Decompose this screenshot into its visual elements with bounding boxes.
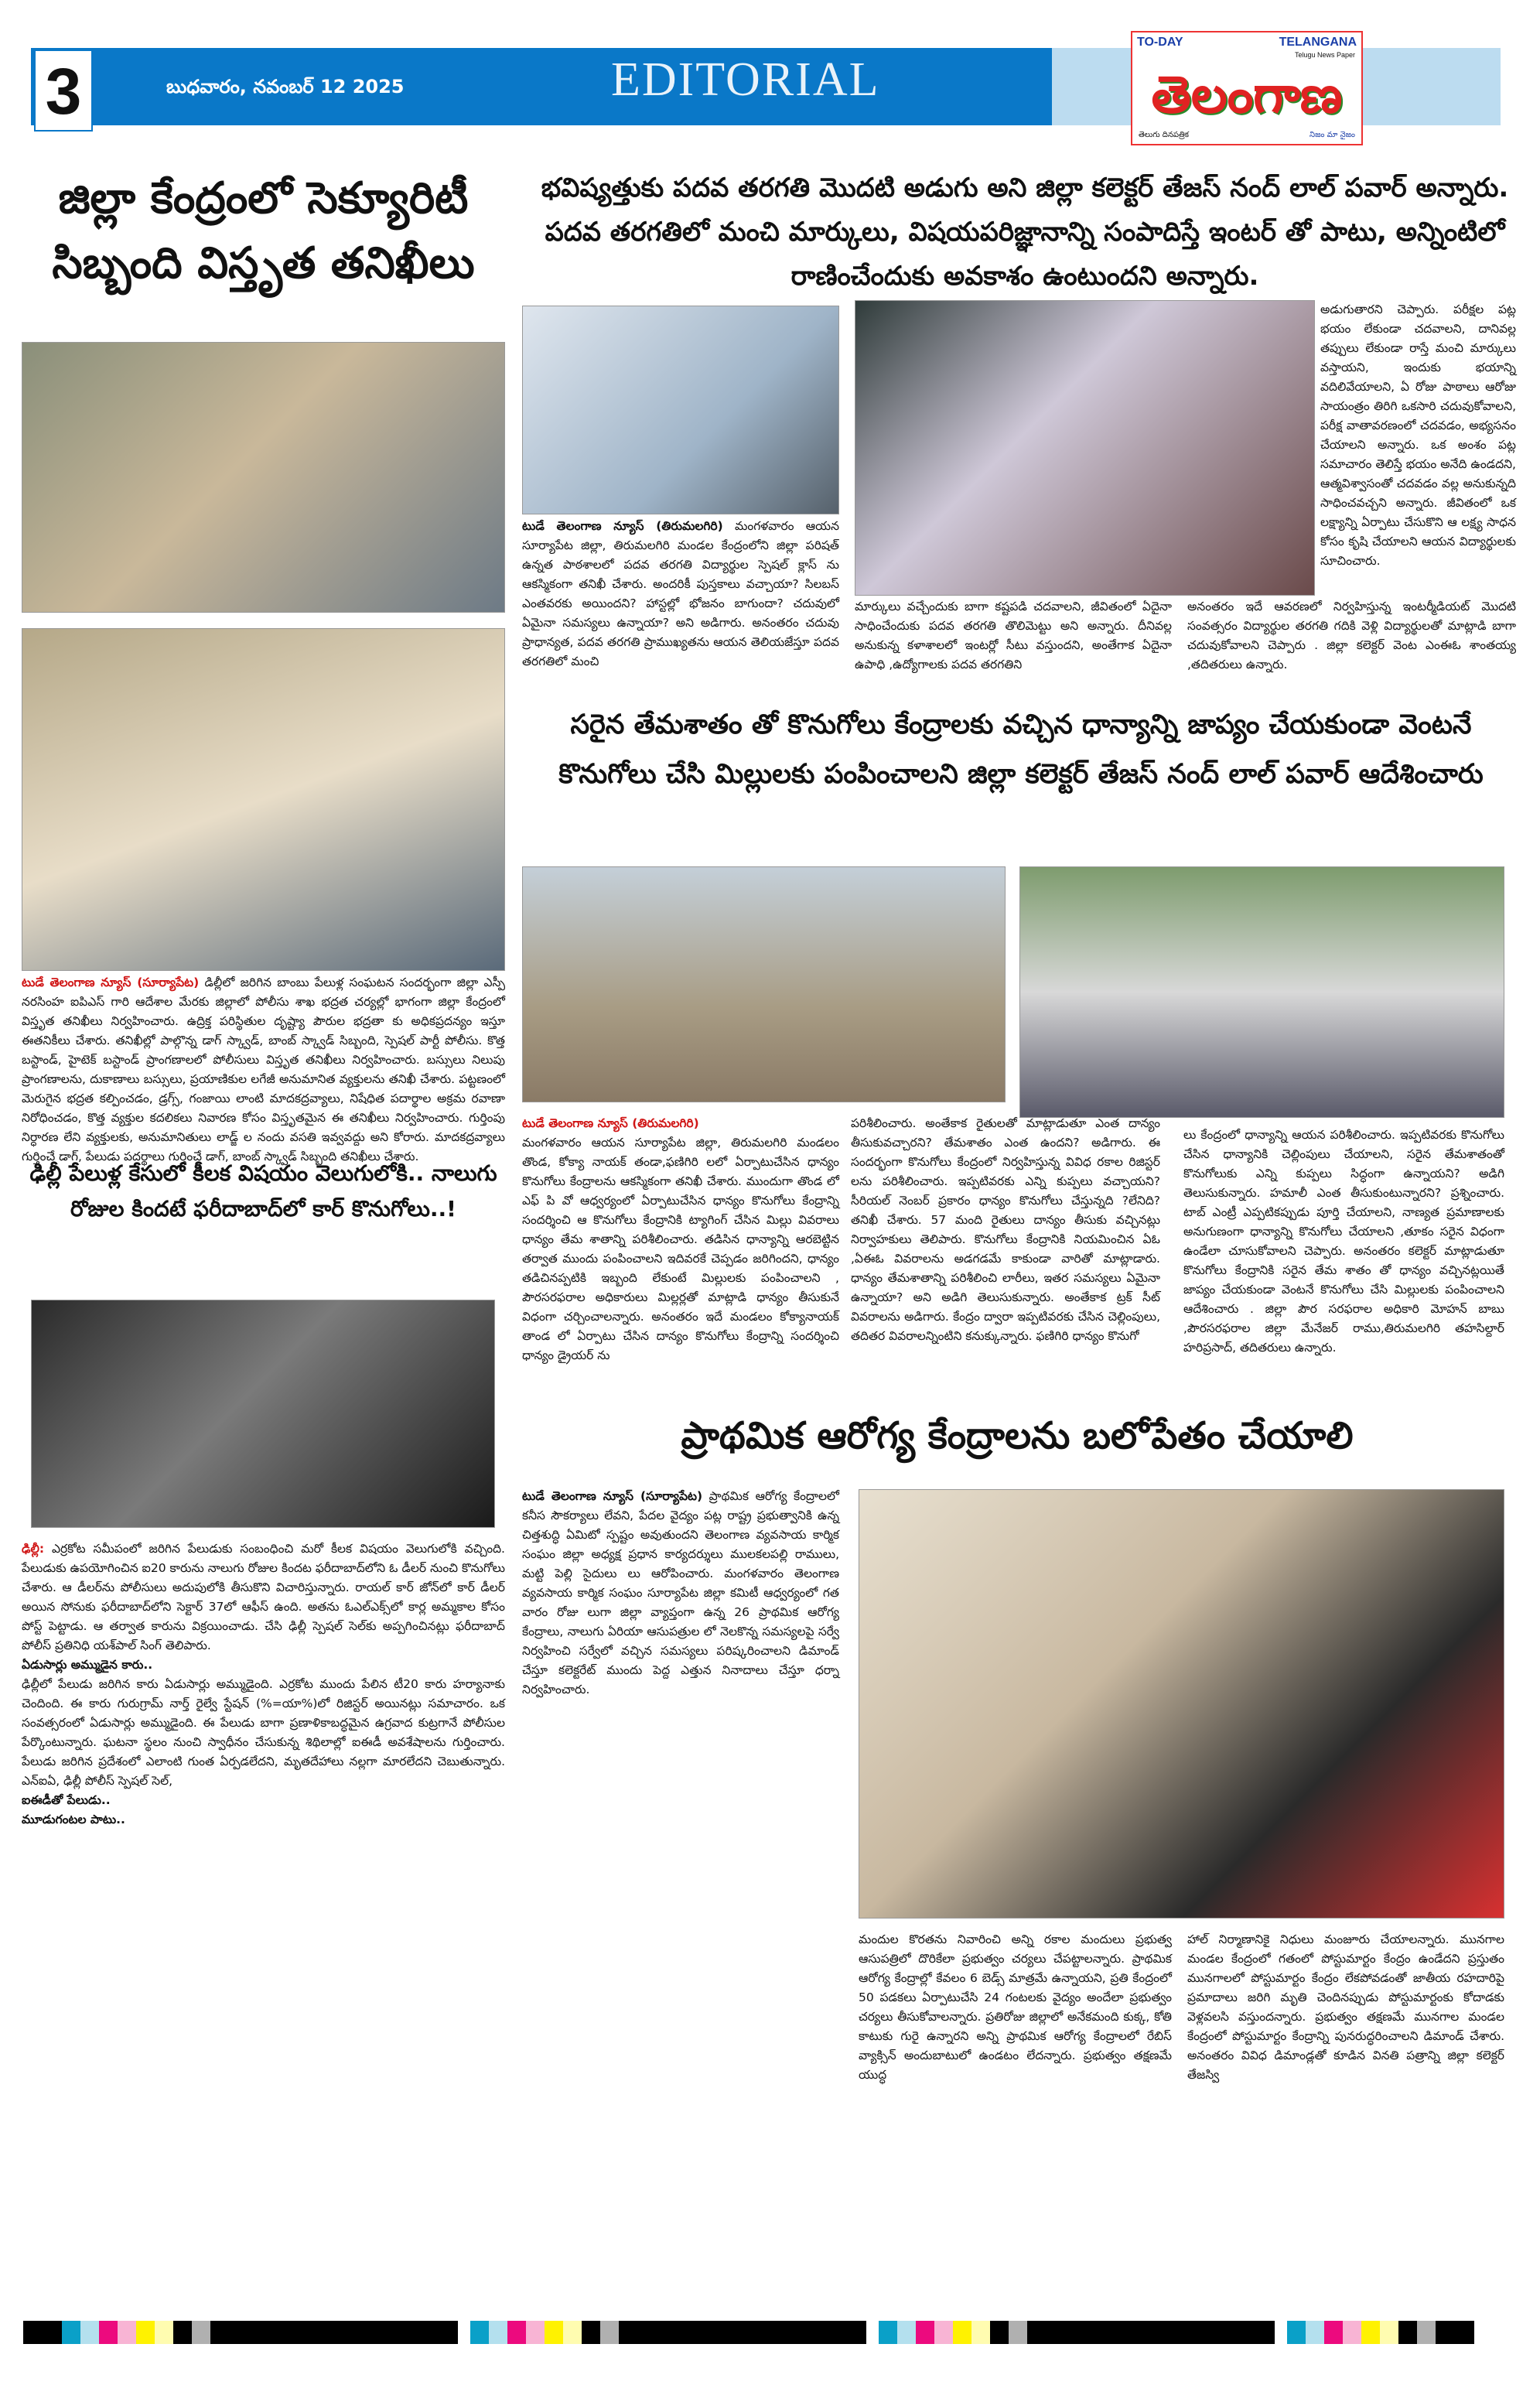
education-col-2: మార్కులు వచ్చేందుకు బాగా కష్టపడి చదవాలని, జీవితంలో ఏదైనా సాధించేందుకు పదవ తరగతి తొలిమెట్టు అని అన్నారు. దీనివల్ల అనుకున్న కళాశాలలో ఇంటర్లో సీటు వస్తుందని, అంతేగాక ఏదైనా ఉపాధి ,ఉద్యోగాలకు పదవ తరగతిని — [855, 600, 1172, 671]
logo-telangana: TELANGANA — [1279, 36, 1357, 49]
page-number: 3 — [34, 50, 93, 132]
memorandum-photo — [859, 1489, 1504, 1919]
color-strip-patch — [1417, 2321, 1436, 2344]
newspaper-logo — [1131, 31, 1363, 145]
color-strip-patch — [464, 2321, 470, 2344]
color-strip-patch — [1009, 2321, 1027, 2344]
color-strip-patch — [155, 2321, 173, 2344]
article-body: ఎర్రకోట సమీపంలో జరిగిన పేలుడుకు సంబంధించి మరో కీలక విషయం వెలుగులోకి వచ్చింది. పేలుడుకు ఉపయోగించిన ఐ20 కారును నాలుగు రోజుల కిందట ఫరీదాబాద్‌లోని ఓ డీలర్ నుంచి కొనుగోలు చేశారు. ఆ డీలర్‌ను పోలీసులు అదుపులోకి తీసుకొని విచారిస్తున్నారు. రాయల్ కార్ జోన్‌లో కార్ డీలర్ అయిన సోనుకు ఫరీదాబాద్‌లోని సెక్టార్ 37లో ఆఫీస్ ఉంది. అతను ఓఎల్ఎక్స్‌లో కార్ల అమ్మకాల కోసం పోస్ట్ పెట్టాడు. ఆ తర్వాత కారును విక్రయించాడు. చేసి ఢిల్లీ స్పెషల్ సెల్‌కు అప్పగించినట్లు ఫరీదాబాద్ పోలీస్ ప్రతినిధి యశ్‌పాల్ సింగ్ తెలిపారు. — [22, 1542, 505, 1652]
dateline: ఢిల్లీ: — [22, 1542, 45, 1556]
color-strip-patch — [600, 2321, 619, 2344]
delhi-article — [22, 1539, 505, 2274]
logo-bottom-left: తెలుగు దినపత్రిక — [1139, 131, 1190, 139]
education-col-1 — [522, 517, 839, 683]
color-strip-patch — [1361, 2321, 1380, 2344]
color-strip-patch — [80, 2321, 99, 2344]
byline: టుడే తెలంగాణ న్యూస్ (సూర్యాపేట) — [522, 1489, 703, 1503]
print-color-strip — [23, 2321, 1531, 2344]
health-col-3: హాల్ నిర్మాణానికై నిధులు మంజూరు చేయాలన్నారు. మునగాల మండల కేంద్రంలో గతంలో పోస్టుమార్టం కేంద్రం ఉండేదని ప్రస్తుతం మునగాలలో పోస్టుమార్టం కేంద్రం లేకపోవడంతో జాతీయ రహదారిపై ప్రమాదాలు జరిగి మృతి చెందినప్పుడు పోస్టుమార్టంకు కోదాడకు వెళ్లవలసి వస్తుందన్నారు. ప్రభుత్వం తక్షణమే మునగాల మండల కేంద్రంలో పోస్టుమార్టం కేంద్రాన్ని పునరుద్ధరించాలని డిమాండ్ చేశారు. అనంతరం వివిధ డిమాండ్లతో కూడిన వినతి పత్రాన్ని జిల్లా కలెక్టర్ తేజస్వి — [1187, 1932, 1504, 2082]
color-strip-patch — [953, 2321, 971, 2344]
color-strip-patch — [866, 2321, 872, 2344]
article-body: మంగళవారం ఆయన సూర్యాపేట జిల్లా, తిరుమలగిరి మండలం తొండ, కోక్యా నాయక్ తండా,ఫణిగిరి లలో ఏర్పాటుచేసిన ధాన్యం కొనుగోలు కేంద్రాలను ఆకస్మికంగా తనిఖీ చేశారు. ముందుగా తొండ లో ఎఫ్ పి వో ఆధ్వర్యంలో ఏర్పాటుచేసిన ధాన్యం కొనుగోలు కేంద్రాన్ని సందర్శించి ఆ కొనుగోలు కేంద్రానికి ట్యాగింగ్ చేసిన మిల్లు వివరాలు ధాన్యం తేమ శాతాన్ని పరిశీలించారు. తడిసిన ధాన్యాన్ని ఆరబెట్టిన తర్వాత ముందు పంపించాలని ఇదివరకే చెప్పడం జరిగిందని, ధాన్యం తడిచినప్పటికి ఇబ్బంది లేకుంటే మిల్లులకు పంపించాలని , పౌరసరఫరాల అధికారులు మిల్లర్లతో మాట్లాడి ధాన్యం తీసుకునే విధంగా చర్చించాలన్నారు. అనంతరం ఇదే మండలం కోక్యానాయక్ తాండ లో ఏర్పాటు చేసిన దాన్యం కొనుగోలు కేంద్రాన్ని సందర్శించి ధాన్యం డ్రైయర్ ను — [522, 1136, 839, 1362]
color-strip-patch — [458, 2321, 464, 2344]
subheading: ఐఈడీతో పేలుడు.. — [22, 1793, 111, 1807]
color-strip-patch — [118, 2321, 136, 2344]
color-strip-patch — [136, 2321, 155, 2344]
color-strip-patch — [489, 2321, 507, 2344]
color-strip-patch — [470, 2321, 489, 2344]
color-strip-patch — [1324, 2321, 1343, 2344]
article-body: ఢిల్లీలో పేలుడు జరిగిన కారు ఏడుసార్లు అమ్ముడైంది. ఎర్రకోట ముందు పేలిన టీ20 కారు హర్యానాకు చెందింది. ఈ కారు గురుగ్రామ్ నార్త్ రైల్వే స్టేషన్ (%=యా%)లో రిజిస్టర్ అయినట్లు సమాచారం. ఒక సంవత్సరంలో ఏడుసార్లు అమ్ముడైంది. ఈ పేలుడు బాగా ప్రణాళికాబద్ధమైన ఉగ్రవాద కుట్రగానే పోలీసుల పేర్కొంటున్నారు. ఘటనా స్థలం నుంచి స్వాధీనం చేసుకున్న శిథిలాల్లో ఐఈడీ అవశేషాలను గుర్తించారు. పేలుడు జరిగిన ప్రదేశంలో ఎలాంటి గుంత ఏర్పడలేదని, మృతదేహాలు నల్లగా మారలేదని చెబుతున్నారు. ఎన్ఐఏ, ఢిల్లీ పోలీస్ స్పెషల్ సెల్, — [22, 1677, 505, 1788]
health-headline: ప్రాథమిక ఆరోగ్య కేంద్రాలను బలోపేతం చేయాలి — [681, 1414, 1354, 1457]
color-strip-patch — [1474, 2321, 1480, 2344]
logo-bottom-right: నిజం మా నైజం — [1310, 131, 1355, 139]
color-strip-patch — [99, 2321, 118, 2344]
color-strip-patch — [526, 2321, 545, 2344]
article-body: ప్రాథమిక ఆరోగ్య కేంద్రాలలో కనీస సౌకర్యాలు లేవని, పేదల వైద్యం పట్ల రాష్ట్ర ప్రభుత్వానికి ఉన్న చిత్తశుద్ధి ఏమిటో స్పష్టం అవుతుందని తెలంగాణ వ్యవసాయ కార్మిక సంఘం జిల్లా అధ్యక్ష ప్రధాన కార్యదర్శులు ములకలపల్లి రాములు, మట్టి పెల్లి సైదులు లు ఆరోపించారు. మంగళవారం తెలంగాణ వ్యవసాయ కార్మిక సంఘం సూర్యాపేట జిల్లా కమిటీ ఆధ్వర్యంలో గత వారం రోజు లుగా జిల్లా వ్యాప్తంగా ఉన్న 26 ప్రాథమిక ఆరోగ్య కేంద్రాలు, నాలుగు ఏరియా ఆసుపత్రుల లో నెలకొన్న సమస్యలపై సర్వే నిర్వహించి సర్వేలో వచ్చిన సమస్యలు పరిష్కరించాలని డిమాండ్ చేస్తూ కలెక్టరేట్ ముందు పెద్ద ఎత్తున నినాదాలు చేస్తూ ధర్నా నిర్వహించారు. — [522, 1489, 839, 1696]
color-strip-patch — [990, 2321, 1009, 2344]
health-col-1 — [522, 1487, 839, 2276]
article-body: మంగళవారం ఆయన సూర్యాపేట జిల్లా, తిరుమలగిరి మండల కేంద్రంలోని జిల్లా పరిషత్ ఉన్నత పాఠశాలలో పదవ తరగతి విద్యార్థుల స్పెషల్ క్లాస్ ను ఆకస్మికంగా తనిఖీ చేశారు. అందరికీ పుస్తకాలు వచ్చాయా? సిలబస్ ఎంతవరకు అయిందని? హాస్టల్లో భోజనం బాగుందా? చదువులో ఏమైనా సమస్యలు ఉన్నాయా? అని అడిగారు. అనంతరం చదువు ప్రాధాన్యత, పదవ తరగతి ప్రాముఖ్యతను ఆయన తెలియజేస్తూ పదవ తరగతిలో మంచి — [522, 519, 839, 668]
subheading: మూడుగంటల పాటు.. — [22, 1813, 125, 1826]
color-strip-patch — [897, 2321, 916, 2344]
color-strip-patch — [872, 2321, 879, 2344]
issue-date: బుధవారం, నవంబర్ 12 2025 — [166, 76, 405, 97]
color-strip-patch — [507, 2321, 526, 2344]
color-strip-patch — [879, 2321, 897, 2344]
color-strip-patch — [192, 2321, 210, 2344]
color-strip-patch — [1027, 2321, 1275, 2344]
subheading: ఏడుసార్లు అమ్ముడైన కారు.. — [22, 1658, 153, 1672]
procurement-col-3: లు కేంద్రంలో ధాన్యాన్ని ఆయన పరిశీలించారు. ఇప్పటివరకు కొనుగోలు చేసిన ధాన్యానికి చెల్లింపులు చేయాలని, సరైన తేమశాతంతో కొనుగోలుకు ఎన్ని కుప్పలు సిద్ధంగా ఉన్నాయని? అడిగి తెలుసుకున్నారు. హమాలీ ఎంత తీసుకుంటున్నారని? ప్రశ్నించారు. టాబ్ ఎంట్రీ ఎప్పటికప్పుడు పూర్తి చేయాలని, నాణ్యత ప్రమాణాలకు అనుగుణంగా ధాన్యాన్ని కొనుగోలు చేయాలని ,తూకం సరైన విధంగా ఉండేలా చూసుకోవాలని చెప్పారు. అనంతరం కలెక్టర్ మాట్లాడుతూ కొనుగోలు కేంద్రానికి సరైన తేమ శాతం తో ధాన్యం వచ్చినట్లయితే జాప్యం చేయకుండా వెంటనే కొనుగోలు చేసి మిల్లులకు పంపించాలని ఆదేశించారు . జిల్లా పౌర సరఫరాల అధికారి మోహన్ బాబు ,పౌరసరఫరాల జిల్లా మేనేజర్ రాము,తిరుమలగిరి తహసిల్దార్ హరిప్రసాద్, తదితరులు ఉన్నారు. — [1183, 1128, 1504, 1355]
classroom-photo — [855, 300, 1315, 596]
color-strip-patch — [545, 2321, 563, 2344]
logo-tagline: Telugu News Paper — [1294, 51, 1355, 59]
logo-today: TO-DAY — [1137, 36, 1183, 49]
color-strip-patch — [582, 2321, 600, 2344]
color-strip-patch — [934, 2321, 953, 2344]
color-strip-patch — [1287, 2321, 1306, 2344]
byline: టుడే తెలంగాణ న్యూస్ (తిరుమలగిరి) — [522, 519, 723, 533]
health-col-2: మందుల కొరతను నివారించి అన్ని రకాల మందులు ప్రభుత్వ ఆసుపత్రిలో దొరికేలా ప్రభుత్వం చర్యలు చేపట్టాలన్నారు. ప్రాథమిక ఆరోగ్య కేంద్రాల్లో కేవలం 6 బెడ్స్ మాత్రమే ఉన్నాయని, ప్రతి కేంద్రంలో 50 పడకలు ఏర్పాటుచేసి 24 గంటలకు వైద్యం అందేలా ప్రభుత్వం చర్యలు తీసుకోవాలన్నారు. ప్రతిరోజు జిల్లాలో అనేకమంది కుక్క, కోతి కాటుకు గురై ఉన్నారని అన్ని ప్రాథమిక ఆరోగ్య కేంద్రాలలో రేబిస్ వ్యాక్సిన్ అందుబాటులో ఉండటం లేదన్నారు. ప్రభుత్వం తక్షణమే యుద్ధ — [859, 1932, 1172, 2082]
procurement-col-2: పరిశీలించారు. అంతేకాక రైతులతో మాట్లాడుతూ ఎంత దాన్యం తీసుకువచ్చారని? తేమశాతం ఎంత ఉందని? అడిగారు. ఈ సందర్భంగా కొనుగోలు కేంద్రంలో నిర్వహిస్తున్న వివిధ రకాల రిజిస్టర్ లను పరిశీలించారు. ఇప్పటివరకు ఎన్ని కుప్పలు వచ్చాయని? సీరియల్ నెంబర్ ప్రకారం ధాన్యం కొనుగోలు చేస్తున్నది ?లేనిది? తనిఖీ చేశారు. 57 మంది రైతులు దాన్యం తీసుకు వచ్చినట్లు నిర్వాహకులు తెలిపారు. కొనుగోలు కేంద్రానికి నియమించిన ఏఓ ,ఏఈఓ వివరాలను అడగడమే కాకుండా వారితో మాట్లాడారు. ధాన్యం తేమశాతాన్ని పరిశీలించి లారీలు, ఇతర సమస్యలు ఏమైనా ఉన్నాయా? అని అడిగి తెలుసుకున్నారు. అంతేకాక ట్రక్ సీట్ వివరాలను అడిగారు. కేంద్రం ద్వారా ఇప్పటివరకు చేసిన చెల్లింపులు, తదితర వివరాలన్నింటిని కనుక్కున్నారు. ఫణిగిరి ధాన్యం కొనుగో — [851, 1116, 1160, 1343]
color-strip-patch — [1436, 2321, 1474, 2344]
color-strip-patch — [62, 2321, 80, 2344]
delhi-headline: ఢిల్లీ పేలుళ్ల కేసులో కీలక విషయం వెలుగులోకి.. నాలుగు రోజుల కిందటే ఫరీదాబాద్‌లో కార్ కొనుగోలు..! — [29, 1160, 497, 1222]
security-headline: జిల్లా కేంద్రంలో సెక్యూరిటీ సిబ్బంది విస్తృత తనిఖీలు — [52, 173, 475, 289]
article-body: డిల్లీలో జరిగిన బాంబు పేలుళ్ల సంఘటన సందర్భంగా జిల్లా ఎస్పీ నరసింహ ఐపిఎస్ గారి ఆదేశాల మేరకు జిల్లాలో పోలీసు శాఖ భద్రత చర్యల్లో భాగంగా జిల్లా కేంద్రంలో విస్తృత తనిఖీలు నిర్వహించారు. ఉద్రిక్త పరిస్థితుల దృష్ట్యా పౌరుల భద్రతా కు అధికప్రదన్యం ఇస్తూ ఈతనికీలు చేశారు. తనిఖీల్లో పాల్గొన్న డాగ్ స్క్వాడ్, బాంబ్ స్క్వాడ్ సిబ్బంది, స్పెషల్ పార్టీ పోలీసు. కొత్త బస్టాండ్, హైటెక్ బస్టాండ్ ప్రాంగణాలలో పోలీసులు విస్తృత తనిఖీలు నిర్వహించారు. బస్సులు నిలుపు ప్రాంగణాలను, దుకాణాలు బస్సులు, ప్రయాణికుల లగేజీ అనుమానిత వ్యక్తులను తనిఖీ చేశారు. పట్టణంలో మెరుగైన భద్రత కల్పించడం, డ్రగ్స్, గంజాయి లాంటి మాదకద్రవ్యాలు, నిషేధిత పదార్థాల అక్రమ రవాణా నిరోధించడం, కొత్త వ్యక్తుల కదలికలు నివారణ కోసం విస్తృతమైన ఈ తనిఖీలు నిర్వహించారు. గుర్తింపు నిర్ధారణ లేని వ్యక్తులకు, అనుమానితులు లాడ్జ్ ల నందు వసతి ఇవ్వవద్దు అని కోరారు. మాదకద్రవ్యాలు గుర్తించే డాగ్, పేలుడు పదర్థాలు గుర్తించే డాగ్, బాంబ్ స్క్వాడ్ సిబ్బంది తనిఖీలు చేశారు. — [22, 976, 506, 1163]
procurement-col-1 — [522, 1114, 839, 1385]
education-side-col: అడుగుతారని చెప్పారు. పరీక్షల పట్ల భయం లేకుండా చదవాలని, దానివల్ల తప్పులు లేకుండా రాస్తే మంచి మార్కులు వస్తాయని, ఇందుకు భయాన్ని వదిలివేయాలని, ఏ రోజు పాఠాలు ఆరోజు సాయంత్రం తిరిగి ఒకసారి చదువుకోవాలని, పరీక్ష వాతావరణంలో చదవడం, అభ్యసనం చేయాలని అన్నారు. ఒక అంశం పట్ల సమాచారం తెలిస్తే భయం అనేది ఉండదని, ఆత్మవిశ్వాసంతో చదవడం వల్ల అనుకున్నది సాధించవచ్చని అన్నారు. జీవితంలో ఒక లక్ష్యాన్ని ఏర్పాటు చేసుకొని ఆ లక్ష్య సాధన కోసం కృషి చేయాలని ఆయన విద్యార్థులకు సూచించారు. — [1320, 302, 1516, 568]
color-strip-patch — [563, 2321, 582, 2344]
color-strip-patch — [210, 2321, 458, 2344]
color-strip-patch — [1398, 2321, 1417, 2344]
color-strip-patch — [1281, 2321, 1287, 2344]
color-strip-patch — [23, 2321, 62, 2344]
color-strip-patch — [916, 2321, 934, 2344]
blast-site-photo — [31, 1300, 495, 1528]
grain-center-photo-1 — [522, 866, 1006, 1102]
collector-photo — [522, 306, 839, 514]
color-strip-patch — [1343, 2321, 1361, 2344]
byline: టుడే తెలంగాణ న్యూస్ (సూర్యాపేట) — [22, 976, 200, 989]
byline: టుడే తెలంగాణ న్యూస్ (తిరుమలగిరి) — [522, 1116, 699, 1130]
education-col-3: అనంతరం ఇదే ఆవరణలో నిర్వహిస్తున్న ఇంటర్మీడియట్ మొదటి సంవత్సరం విద్యార్థుల తరగతి గదికి వెళ్లి విద్యార్థులతో మాట్లాడి బాగా చదువుకోవాలని చెప్పారు . జిల్లా కలెక్టర్ వెంట ఎంఈఓ శాంతయ్య ,తదితరులు ఉన్నారు. — [1187, 600, 1516, 671]
bus-stand-check-photo — [22, 342, 505, 613]
security-article — [22, 973, 506, 1163]
procurement-headline: సరైన తేమశాతం తో కొనుగోలు కేంద్రాలకు వచ్చిన ధాన్యాన్ని జాప్యం చేయకుండా వెంటనే కొనుగోలు చేసి మిల్లులకు పంపించాలని జిల్లా కలెక్టర్ తేజస్ నంద్ లాల్ పవార్ ఆదేశించారు — [558, 709, 1484, 790]
color-strip-patch — [1380, 2321, 1398, 2344]
grain-center-photo-2 — [1019, 866, 1504, 1118]
education-headline: భవిష్యత్తుకు పదవ తరగతి మొదటి అడుగు అని జిల్లా కలెక్టర్ తేజస్ నంద్ లాల్ పవార్ అన్నారు. పదవ తరగతిలో మంచి మార్కులు, విషయపరిజ్ఞానాన్ని సంపాదిస్తే ఇంటర్ తో పాటు, అన్నింటిలో రాణించేందుకు అవకాశం ఉంటుందని అన్నారు. — [541, 173, 1509, 292]
section-title: EDITORIAL — [611, 53, 880, 106]
color-strip-patch — [1306, 2321, 1324, 2344]
color-strip-patch — [971, 2321, 990, 2344]
color-strip-patch — [1275, 2321, 1281, 2344]
color-strip-patch — [173, 2321, 192, 2344]
dog-squad-photo — [22, 628, 505, 971]
color-strip-patch — [619, 2321, 866, 2344]
logo-name: తెలంగాణ — [1151, 65, 1343, 125]
